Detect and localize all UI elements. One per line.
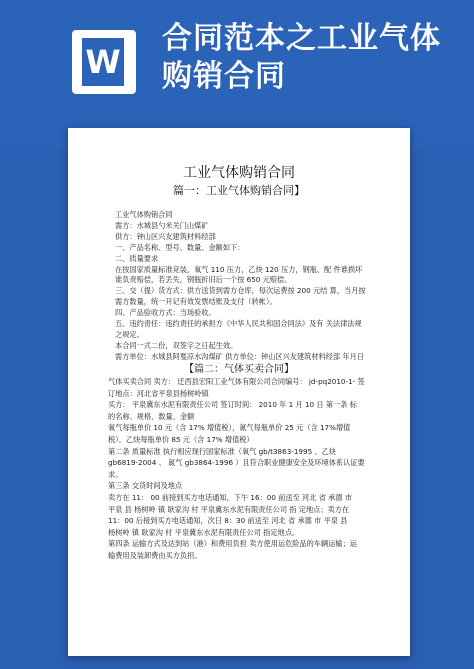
text-line: 11：00 后接到买方电话通知，次日 8：30 前送至 河北 省 承德 市 平泉 县	[108, 516, 348, 526]
text-line: 订地点：河北省平泉县杨树岭镇	[108, 388, 209, 398]
text-line: 第四条 运输方式及达到站（港）和费用负担 卖方使用运危险品的车辆运输；运	[108, 539, 357, 549]
text-line: 工业气体购销合同	[115, 210, 173, 219]
text-line: 第二条 质量标准 执行相应现行国家标准（氧气 gb/t3863-1995 、乙炔	[108, 446, 336, 456]
text-line: 本合同一式二份，双签字之日起生效。	[115, 340, 238, 350]
text-line: 在按国家质量标准竞装，氧气 110 压力，乙炔 120 压力，钢瓶、配 件谁损坏	[115, 264, 363, 274]
text-line: 之规定。	[115, 329, 144, 339]
text-line: 求。	[108, 469, 123, 479]
word-logo-letter: W	[82, 38, 124, 86]
banner-title: 合同范本之工业气体购销合同	[162, 21, 441, 94]
text-line: 谁负责赔偿，若丢失，钢瓶折旧后一个按 650 元赔偿。	[115, 275, 292, 285]
text-line: 气体买卖合同 卖方： 迁西县宏阳工业气体有限公司合同编号： jd-pq2010-1- 签	[108, 377, 365, 386]
document-page	[68, 128, 410, 656]
text-line: 卖方在 11： 00 前接到买方电话通知，下午 16：00 前送至 河北 省 承德 市	[108, 492, 353, 502]
text-line: 五、违约责任：违约责任的承担方《中华人民共和国合同法》及有 关法律法规	[115, 319, 362, 329]
text-line: 平泉 县 杨树岭 镇 耿家沟 村 平泉冀东水泥有限责任公司 指 定地点；卖方在	[108, 504, 350, 514]
document-title: 工业气体购销合同	[183, 165, 295, 181]
text-line: 税），乙炔每瓶单价 85 元（含 17% 增值税）	[108, 434, 254, 444]
text-line: 需方：水城县勺米关门山煤矿	[115, 220, 209, 230]
text-line: 一、产品名称、型号、数量、金额如下：	[115, 242, 245, 252]
part1-body	[115, 210, 405, 363]
section-heading: 【篇二：气体买卖合同】	[184, 364, 294, 375]
text-line: gb6819-2004 、 氮气 gb3864-1996 ）且符合职业健康安全及环境体系认证要	[108, 458, 365, 468]
text-line: 四、产品验收方式：当场验收。	[115, 308, 216, 318]
document-subtitle: 篇一：工业气体购销合同】	[173, 184, 305, 197]
text-line: 第三条 交货时间及地点	[108, 481, 183, 491]
text-line: 氧气每瓶单价 10 元（含 17% 增值税），氮气每瓶单价 25 元（含 17%增值	[108, 423, 351, 433]
text-line: 需方单位：水城县阿戛凉水沟煤矿 供方单位：钟山区兴友建筑材料经部 年月日	[115, 351, 364, 361]
part2-body	[108, 376, 406, 562]
text-line: 二、质量要求	[115, 253, 159, 263]
text-line: 输费用及装卸费由买方负担。	[108, 550, 202, 560]
text-line: 三、交（提）货方式：供方送货到需方仓库，每次运费按 200 元结 算，当月按	[115, 286, 366, 296]
text-line: 杨树岭 镇 耿家沟 村 平泉冀东水泥有限责任公司 指定地点。	[108, 527, 300, 537]
text-line: 供方：钟山区兴友建筑材料经部	[115, 231, 216, 241]
text-line: 需方数量，统一开记有效发票结账及支付（转帐）。	[115, 297, 277, 307]
text-line: 的名称、规格、数量、金额	[108, 411, 195, 421]
text-line: 买方： 平泉冀东水泥有限责任公司 签订时间： 2010 年 1 月 10 日 第一条 标	[108, 400, 357, 410]
word-document-icon	[72, 30, 136, 94]
